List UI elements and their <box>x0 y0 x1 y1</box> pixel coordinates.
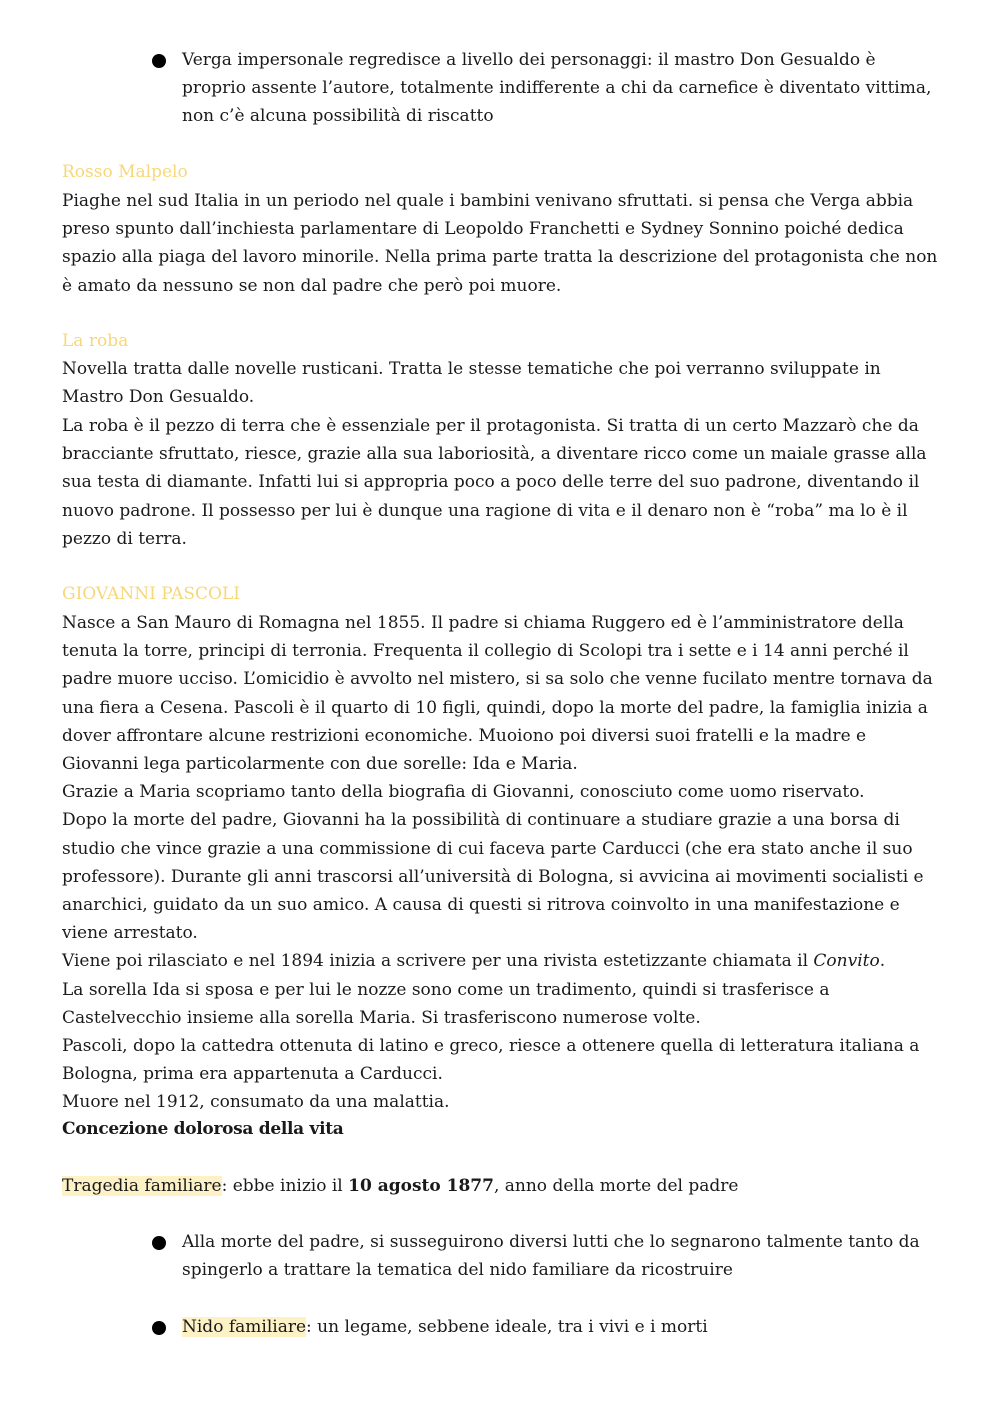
bullet-dot-icon <box>152 1236 166 1250</box>
nido-text: : un legame, sebbene ideale, tra i vivi e i morti <box>306 1317 708 1337</box>
bullet-dot-icon <box>152 1321 166 1335</box>
pascoli-biography <box>62 609 942 1117</box>
bullet-dot-icon <box>152 54 166 68</box>
paragraph-la-roba-2: La roba è il pezzo di terra che è essenziale per il protagonista. Si tratta di un certo Mazzarò che da bracciante sfruttato, riesce, grazie alla sua laboriosità, a diventare ricco come un maiale grasse alla sua testa di diamante. Infatti lui si appropria poco a poco delle terre del suo padrone, diventando il nuovo padrone. Il possesso per lui è dunque una ragione di vita e il denaro non è “roba” ma lo è il pezzo di terra. <box>62 416 927 549</box>
paragraph-pascoli-3: Dopo la morte del padre, Giovanni ha la possibilità di continuare a studiare grazie a una borsa di studio che vince grazie a una commissione di cui faceva parte Carducci (che era stato anche il suo professore). Durante gli anni trascorsi all’università di Bologna, si avvicina ai movimenti socialisti e anarchici, guidato da un suo amico. A causa di questi si ritrova coinvolto in una manifestazione e viene arrestato. <box>62 810 924 944</box>
highlight-nido-familiare: Nido familiare <box>182 1317 307 1337</box>
heading-concezione-dolorosa: Concezione dolorosa della vita <box>62 1119 344 1139</box>
paragraph-pascoli-2: Grazie a Maria scopriamo tanto della biografia di Giovanni, conosciuto come uomo riservato. <box>62 782 865 803</box>
pascoli-4-end: . <box>879 951 886 972</box>
paragraph-la-roba-1: Novella tratta dalle novelle rusticani. Tratta le stesse tematiche che poi verranno sviluppate in Mastro Don Gesualdo. <box>62 359 881 408</box>
bullet-lutti <box>152 1228 942 1284</box>
heading-la-roba: La roba <box>62 331 129 351</box>
bullet-text: Alla morte del padre, si susseguirono diversi lutti che lo segnarono talmente tanto da spingerlo a trattare la tematica del nido familiare da ricostruire <box>182 1232 920 1280</box>
paragraph-pascoli-4 <box>62 947 942 975</box>
tragedia-end: , anno della morte del padre <box>493 1176 739 1196</box>
tragedia-mid: : ebbe inizio il <box>221 1176 349 1196</box>
convito-title: Convito <box>813 951 880 972</box>
heading-giovanni-pascoli: GIOVANNI PASCOLI <box>62 584 240 604</box>
tragedia-date: 10 agosto 1877 <box>348 1176 494 1196</box>
bullet-verga-impersonale <box>152 46 942 130</box>
paragraph-pascoli-5: La sorella Ida si sposa e per lui le nozze sono come un tradimento, quindi si trasferisce a Castelvecchio insieme alla sorella Maria. Si trasferiscono numerose volte. <box>62 979 830 1028</box>
bullet-text: Verga impersonale regredisce a livello dei personaggi: il mastro Don Gesualdo è proprio assente l’autore, totalmente indifferente a chi da carnefice è diventato vittima, non c’è alcuna possibilità di riscatto <box>182 50 932 126</box>
heading-rosso-malpelo: Rosso Malpelo <box>62 162 188 182</box>
pascoli-4-text: Viene poi rilasciato e nel 1894 inizia a scrivere per una rivista estetizzante chiamata il <box>62 951 814 972</box>
paragraph-rosso-malpelo: Piaghe nel sud Italia in un periodo nel quale i bambini venivano sfruttati. si pensa che Verga abbia preso spunto dall’inchiesta parlamentare di Leopoldo Franchetti e Sydney Sonnino poiché dedica spazio alla piaga del lavoro minorile. Nella prima parte tratta la descrizione del protagonista che non è amato da nessuno se non dal padre che però poi muore. <box>62 191 938 296</box>
highlight-tragedia-familiare: Tragedia familiare <box>62 1176 222 1196</box>
bullet-text <box>182 1313 942 1341</box>
bullet-nido-familiare <box>152 1313 942 1341</box>
paragraph-pascoli-7: Muore nel 1912, consumato da una malattia. <box>62 1092 450 1113</box>
paragraph-pascoli-1: Nasce a San Mauro di Romagna nel 1855. Il padre si chiama Ruggero ed è l’amministratore della tenuta la torre, principi di terronia. Frequenta il collegio di Scolopi tra i sette e i 14 anni perché il padre muore ucciso. L’omicidio è avvolto nel mistero, si sa solo che venne fucilato mentre tornava da una fiera a Cesena. Pascoli è il quarto di 10 figli, quindi, dopo la morte del padre, la famiglia inizia a dover affrontare alcune restrizioni economiche. Muoiono poi diversi suoi fratelli e la madre e Giovanni lega particolarmente con due sorelle: Ida e Maria. <box>62 613 933 775</box>
paragraph-pascoli-6: Pascoli, dopo la cattedra ottenuta di latino e greco, riesce a ottenere quella di letteratura italiana a Bologna, prima era appartenuta a Carducci. <box>62 1036 920 1085</box>
paragraph-tragedia-familiare <box>62 1172 942 1200</box>
